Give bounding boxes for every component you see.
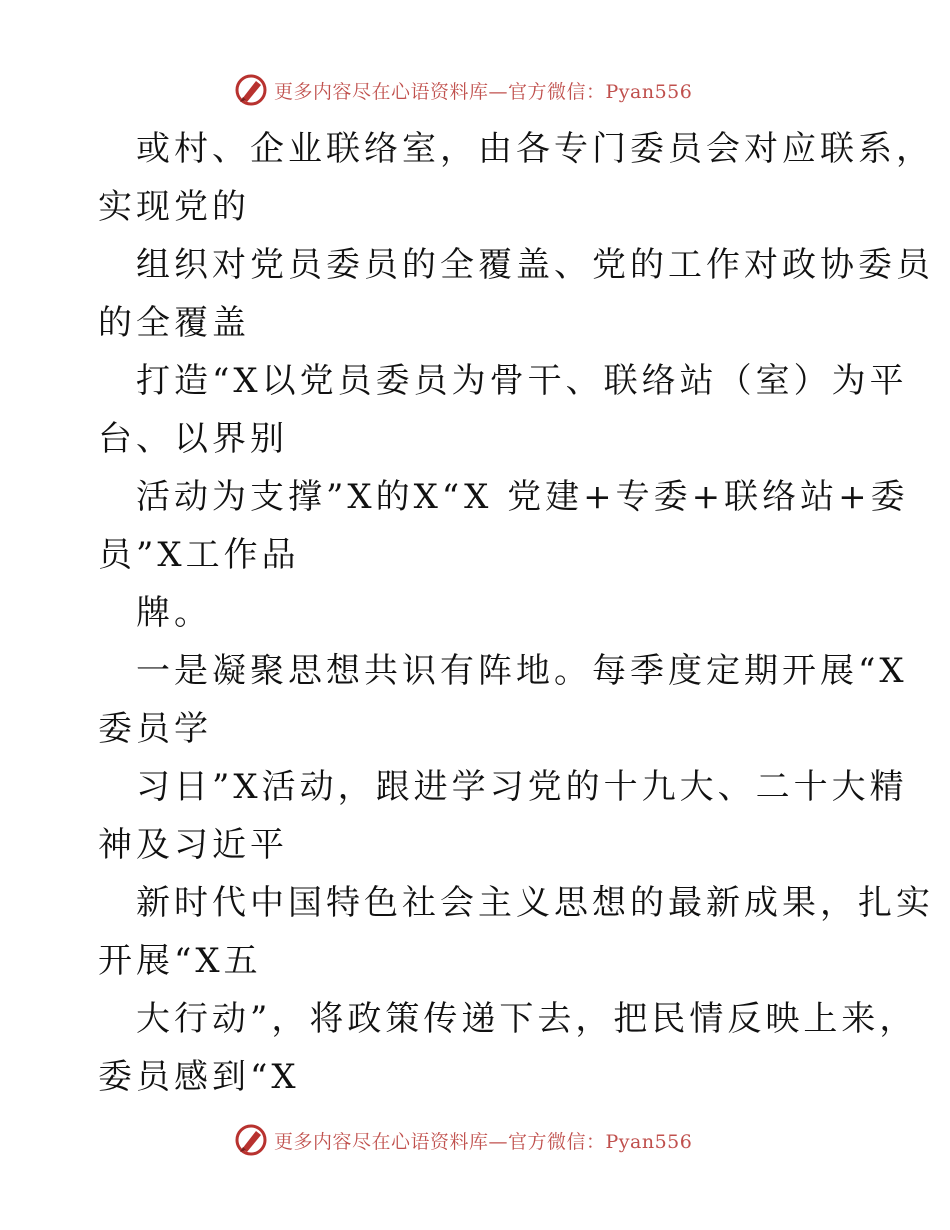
footer-banner: [234, 1122, 734, 1158]
pen-logo-icon: [234, 1123, 268, 1157]
header-banner: [234, 72, 734, 108]
text-line: 或村、企业联络室，由各专门委员会对应联系，: [136, 129, 934, 169]
text-line: 员”X工作品: [98, 535, 300, 575]
text-line: 开展“X五: [98, 941, 262, 981]
text-line: 大行动”，将政策传递下去，把民情反映上来，: [136, 999, 918, 1039]
text-line: 打造“X以党员委员为骨干、联络站（室）为平: [136, 361, 908, 401]
text-line: 组织对党员委员的全覆盖、党的工作对政协委员: [136, 245, 934, 285]
text-line: 的全覆盖: [98, 303, 250, 343]
text-line: 活动为支撑”X的X“X 党建+专委+联络站+委: [136, 477, 909, 517]
text-line: 习日”X活动，跟进学习党的十九大、二十大精: [136, 767, 908, 807]
text-line: 新时代中国特色社会主义思想的最新成果，扎实: [136, 883, 934, 923]
footer-banner-text: 更多内容尽在心语资料库—官方微信：Pyan556: [274, 1130, 693, 1153]
text-line: 委员感到“X: [98, 1057, 300, 1097]
text-line: 牌。: [136, 593, 212, 633]
text-line: 实现党的: [98, 187, 250, 227]
document-body: [98, 120, 934, 1106]
text-line: 神及习近平: [98, 825, 288, 865]
pen-logo-icon: [234, 73, 268, 107]
text-line: 台、以界别: [98, 419, 288, 459]
text-line: 一是凝聚思想共识有阵地。每季度定期开展“X: [136, 651, 908, 691]
header-banner-text: 更多内容尽在心语资料库—官方微信：Pyan556: [274, 80, 693, 103]
text-line: 委员学: [98, 709, 212, 749]
